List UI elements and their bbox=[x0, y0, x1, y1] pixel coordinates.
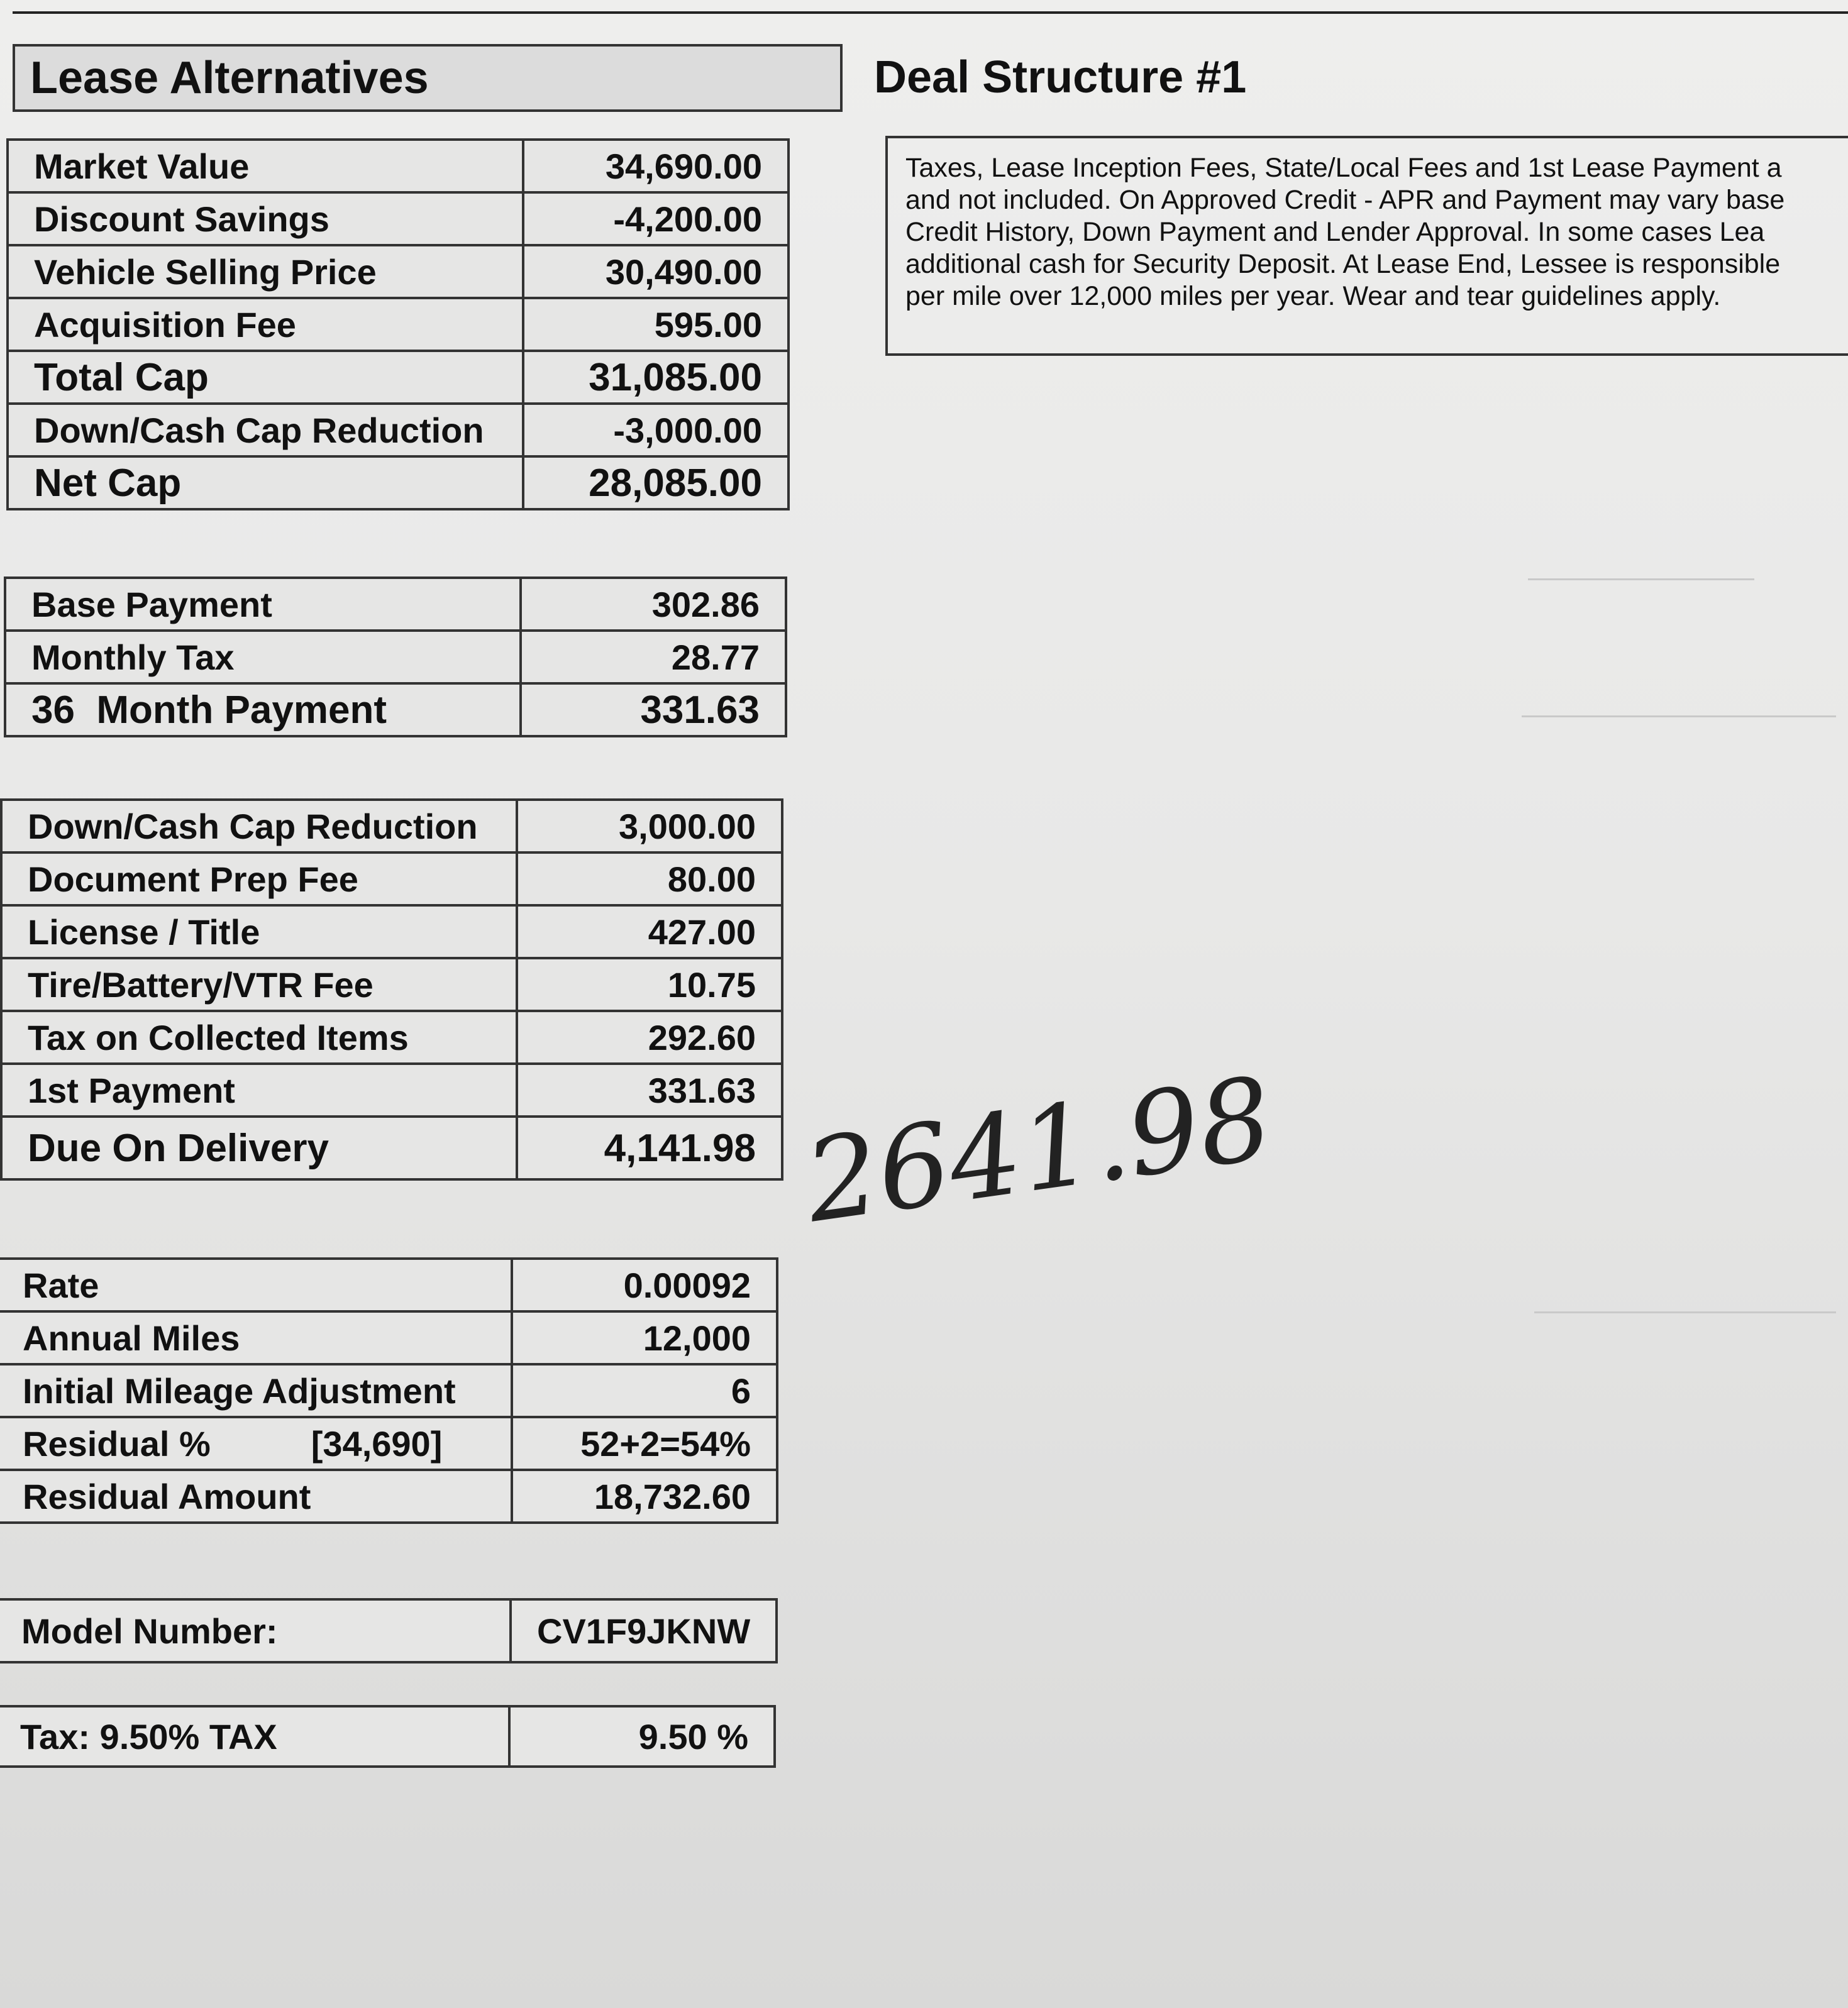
row-value: 427.00 bbox=[517, 905, 782, 958]
table-row bbox=[8, 140, 788, 192]
row-label-text: Residual % bbox=[23, 1423, 211, 1464]
row-label-text: Residual Amount bbox=[23, 1476, 311, 1516]
deal-structure-title: Deal Structure #1 bbox=[874, 52, 1247, 102]
row-label: Net Cap bbox=[8, 456, 523, 509]
rate-residual-table bbox=[0, 1257, 778, 1524]
row-value: 6 bbox=[512, 1364, 777, 1417]
row-label bbox=[0, 1259, 512, 1311]
table-row bbox=[8, 192, 788, 245]
tax-value: 9.50 % bbox=[509, 1706, 775, 1767]
table-row bbox=[0, 1706, 775, 1767]
table-row bbox=[1, 852, 782, 905]
table-row bbox=[8, 245, 788, 298]
row-label: 36 Month Payment bbox=[5, 683, 521, 736]
table-row bbox=[0, 1311, 777, 1364]
row-value: 302.86 bbox=[521, 578, 786, 631]
table-row bbox=[8, 456, 788, 509]
table-row bbox=[1, 1011, 782, 1064]
row-label: Tax on Collected Items bbox=[1, 1011, 517, 1064]
model-number-value: CV1F9JKNW bbox=[511, 1599, 777, 1662]
table-row bbox=[5, 578, 786, 631]
disclaimer-line: Taxes, Lease Inception Fees, State/Local Fees and 1st Lease Payment a bbox=[905, 153, 1782, 183]
row-value: 18,732.60 bbox=[512, 1470, 777, 1523]
row-value: 28.77 bbox=[521, 631, 786, 683]
row-value: 12,000 bbox=[512, 1311, 777, 1364]
disclaimer-line: additional cash for Security Deposit. At Lease End, Lessee is responsible bbox=[905, 249, 1781, 279]
row-label-text: Annual Miles bbox=[23, 1318, 240, 1358]
row-value: 595.00 bbox=[523, 298, 788, 351]
row-value: -3,000.00 bbox=[523, 404, 788, 456]
row-label: License / Title bbox=[1, 905, 517, 958]
bleed-through-line bbox=[1522, 715, 1836, 717]
row-value: 331.63 bbox=[517, 1064, 782, 1117]
disclaimer-line: per mile over 12,000 miles per year. Wear and tear guidelines apply. bbox=[905, 281, 1721, 311]
row-label: Document Prep Fee bbox=[1, 852, 517, 905]
table-row bbox=[1, 958, 782, 1011]
row-label: Vehicle Selling Price bbox=[8, 245, 523, 298]
row-label bbox=[0, 1311, 512, 1364]
row-label bbox=[0, 1470, 512, 1523]
row-label: Base Payment bbox=[5, 578, 521, 631]
row-label-text: Rate bbox=[23, 1265, 99, 1305]
tax-table bbox=[0, 1705, 776, 1768]
bleed-through-line bbox=[1534, 1311, 1836, 1313]
row-value: 10.75 bbox=[517, 958, 782, 1011]
row-label: Discount Savings bbox=[8, 192, 523, 245]
row-label: Due On Delivery bbox=[1, 1117, 517, 1179]
row-label: 1st Payment bbox=[1, 1064, 517, 1117]
row-label-text: Initial Mileage Adjustment bbox=[23, 1371, 456, 1411]
table-row bbox=[1, 1064, 782, 1117]
row-label: Tire/Battery/VTR Fee bbox=[1, 958, 517, 1011]
row-label: Total Cap bbox=[8, 351, 523, 404]
row-value: 28,085.00 bbox=[523, 456, 788, 509]
row-label: Down/Cash Cap Reduction bbox=[8, 404, 523, 456]
row-label: Down/Cash Cap Reduction bbox=[1, 800, 517, 852]
tax-label: Tax: 9.50% TAX bbox=[0, 1706, 509, 1767]
row-value: 292.60 bbox=[517, 1011, 782, 1064]
row-label bbox=[0, 1417, 512, 1470]
table-row bbox=[5, 631, 786, 683]
table-row bbox=[1, 1117, 782, 1179]
table-row bbox=[1, 905, 782, 958]
handwritten-note bbox=[797, 968, 1280, 1249]
table-row bbox=[0, 1599, 777, 1662]
model-number-table bbox=[0, 1598, 778, 1663]
disclaimer-line: and not included. On Approved Credit - APR and Payment may vary base bbox=[905, 185, 1785, 215]
lease-alternatives-title: Lease Alternatives bbox=[13, 44, 843, 112]
residual-base-value: [34,690] bbox=[311, 1423, 443, 1464]
row-value: 34,690.00 bbox=[523, 140, 788, 192]
table-row bbox=[0, 1364, 777, 1417]
bleed-through-line bbox=[1528, 578, 1754, 580]
row-value: 3,000.00 bbox=[517, 800, 782, 852]
due-on-delivery-table bbox=[0, 798, 783, 1181]
cap-cost-table bbox=[6, 138, 790, 510]
model-number-label: Model Number: bbox=[0, 1599, 511, 1662]
disclaimer-box bbox=[885, 136, 1848, 356]
table-row bbox=[0, 1259, 777, 1311]
table-row bbox=[0, 1417, 777, 1470]
table-row bbox=[8, 298, 788, 351]
table-row bbox=[8, 351, 788, 404]
table-row bbox=[1, 800, 782, 852]
row-value: 0.00092 bbox=[512, 1259, 777, 1311]
row-value: 80.00 bbox=[517, 852, 782, 905]
row-label: Market Value bbox=[8, 140, 523, 192]
row-label bbox=[0, 1364, 512, 1417]
handwritten-amount: 2641.98 bbox=[797, 1052, 1280, 1249]
payment-table bbox=[4, 576, 787, 737]
table-row bbox=[5, 683, 786, 736]
table-row bbox=[8, 404, 788, 456]
row-value: 4,141.98 bbox=[517, 1117, 782, 1179]
disclaimer-line: Credit History, Down Payment and Lender Approval. In some cases Lea bbox=[905, 217, 1765, 247]
row-value: -4,200.00 bbox=[523, 192, 788, 245]
row-value: 331.63 bbox=[521, 683, 786, 736]
row-value: 31,085.00 bbox=[523, 351, 788, 404]
top-rule bbox=[13, 0, 1848, 14]
table-row bbox=[0, 1470, 777, 1523]
row-label: Monthly Tax bbox=[5, 631, 521, 683]
row-label: Acquisition Fee bbox=[8, 298, 523, 351]
row-value: 30,490.00 bbox=[523, 245, 788, 298]
row-value: 52+2=54% bbox=[512, 1417, 777, 1470]
